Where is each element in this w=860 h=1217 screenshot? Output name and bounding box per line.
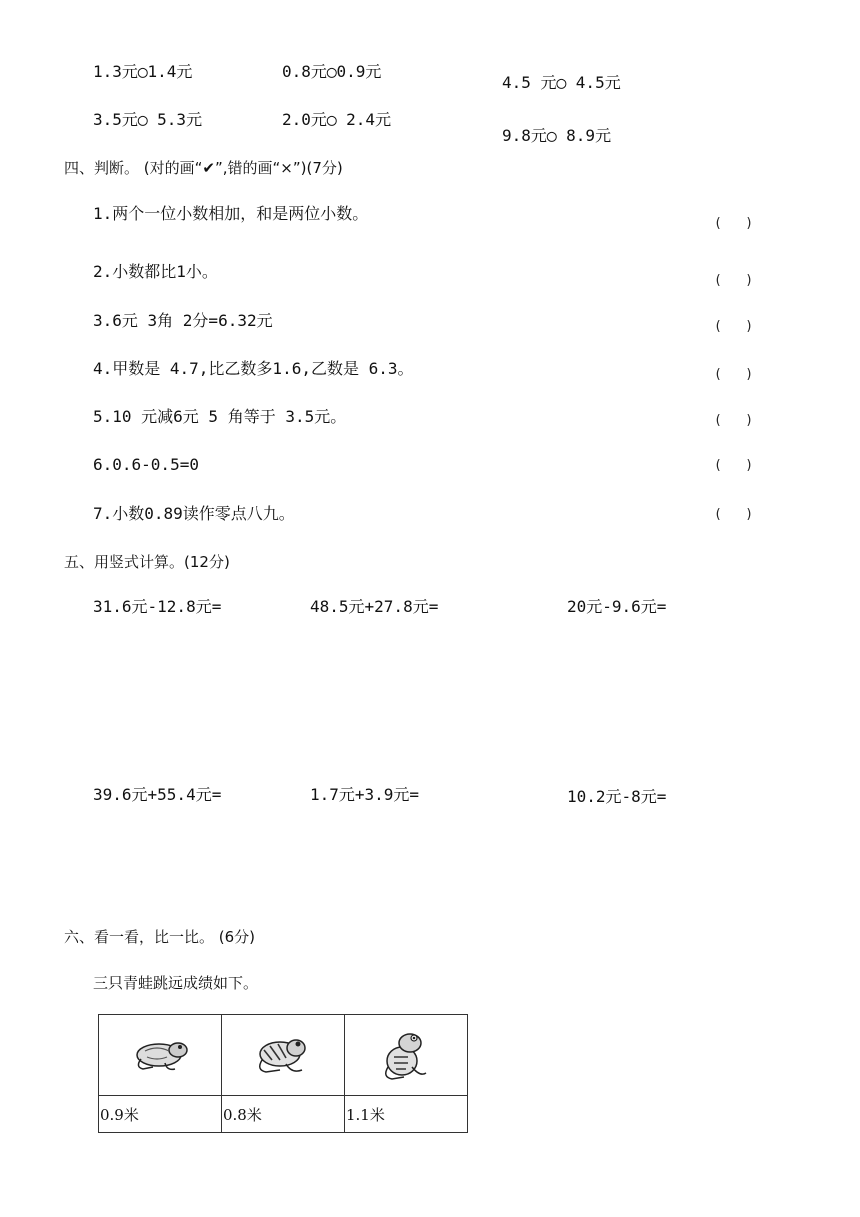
answer-blank-3[interactable]: ( ): [714, 319, 754, 334]
answer-blank-2[interactable]: ( ): [714, 273, 754, 288]
section-4-heading: 四、判断。 (对的画“✔”,错的画“×”)(7分): [64, 159, 343, 177]
compare-item: 9.8元◯ 8.9元: [502, 126, 612, 145]
judge-item-6: 6.0.6-0.5=0: [93, 455, 199, 474]
compare-item: 0.8元◯0.9元: [282, 62, 382, 81]
calc-problem: 39.6元+55.4元=: [93, 785, 222, 804]
frog-jump-table: [98, 1014, 468, 1133]
frog-distance: 0.9米: [99, 1096, 222, 1133]
frog-2-icon: [252, 1032, 314, 1078]
compare-item: 1.3元◯1.4元: [93, 62, 193, 81]
section-6-intro: 三只青蛙跳远成绩如下。: [93, 974, 259, 992]
calc-problem: 48.5元+27.8元=: [310, 597, 439, 616]
calc-problem: 20元-9.6元=: [567, 597, 667, 616]
frog-distance: 1.1米: [345, 1096, 468, 1133]
compare-item: 4.5 元◯ 4.5元: [502, 73, 621, 92]
answer-blank-5[interactable]: ( ): [714, 413, 754, 428]
judge-item-5: 5.10 元减6元 5 角等于 3.5元。: [93, 407, 347, 426]
frog-cell: [99, 1015, 222, 1096]
judge-item-7: 7.小数0.89读作零点八九。: [93, 504, 295, 523]
calc-problem: 1.7元+3.9元=: [310, 785, 420, 804]
judge-item-2: 2.小数都比1小。: [93, 262, 218, 281]
frog-1-icon: [129, 1033, 191, 1077]
frog-3-icon: [378, 1027, 434, 1083]
compare-item: 3.5元◯ 5.3元: [93, 110, 203, 129]
frog-cell: [222, 1015, 345, 1096]
judge-item-1: 1.两个一位小数相加，和是两位小数。: [93, 204, 369, 223]
judge-item-3: 3.6元 3角 2分=6.32元: [93, 311, 273, 330]
calc-problem: 10.2元-8元=: [567, 787, 667, 806]
judge-item-4: 4.甲数是 4.7,比乙数多1.6,乙数是 6.3。: [93, 359, 414, 378]
compare-item: 2.0元◯ 2.4元: [282, 110, 392, 129]
answer-blank-4[interactable]: ( ): [714, 367, 754, 382]
answer-blank-1[interactable]: ( ): [714, 216, 754, 231]
section-5-heading: 五、用竖式计算。(12分): [64, 553, 230, 571]
calc-problem: 31.6元-12.8元=: [93, 597, 222, 616]
frog-distance: 0.8米: [222, 1096, 345, 1133]
answer-blank-6[interactable]: ( ): [714, 458, 754, 473]
frog-cell: [345, 1015, 468, 1096]
section-6-heading: 六、看一看，比一比。 (6分): [64, 928, 256, 946]
answer-blank-7[interactable]: ( ): [714, 507, 754, 522]
